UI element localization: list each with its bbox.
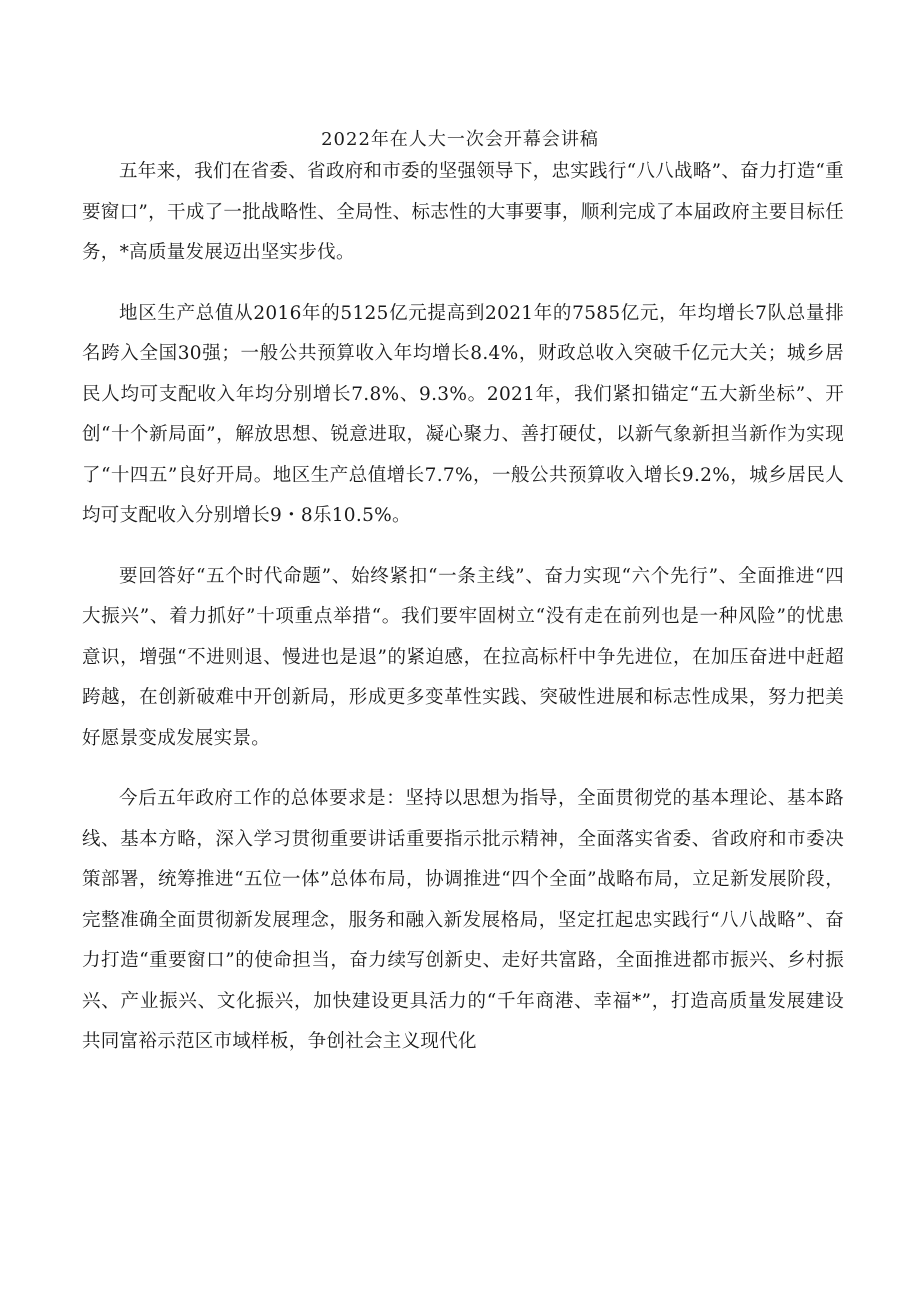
document-body [82, 152, 844, 1083]
paragraph-4: 今后五年政府工作的总体要求是：坚持以思想为指导，全面贯彻党的基本理论、基本路线、基本方略，深入学习贯彻重要讲话重要指示批示精神，全面落实省委、省政府和市委决策部署，统筹推进“五位一体”总体布局，协调推进“四个全面”战略布局，立足新发展阶段，完整准确全面贯彻新发展理念，服务和融入新发展格局，坚定扛起忠实践行“八八战略”、奋力打造“重要窗口”的使命担当，奋力续写创新史、走好共富路，全面推进都市振兴、乡村振兴、产业振兴、文化振兴，加快建设更具活力的“千年商港、幸福*”，打造高质量发展建设共同富裕示范区市域样板，争创社会主义现代化 [82, 788, 844, 1052]
document-title: 2022年在人大一次会开幕会讲稿 [321, 129, 599, 150]
paragraph-1: 五年来，我们在省委、省政府和市委的坚强领导下，忠实践行“八八战略”、奋力打造“重要窗口”，干成了一批战略性、全局性、标志性的大事要事，顺利完成了本届政府主要目标任务，*高质量发展迈出坚实步伐。 [82, 161, 844, 263]
paragraph-3: 要回答好“五个时代命题”、始终紧扣“一条主线”、奋力实现“六个先行”、全面推进“四大振兴”、着力抓好”十项重点举措“。我们要牢固树立“没有走在前列也是一种风险”的忧患意识，增强“不进则退、慢进也是退”的紧迫感，在拉高标杆中争先进位，在加压奋进中赶超跨越，在创新破难中开创新局，形成更多变革性实践、突破性进展和标志性成果，努力把美好愿景变成发展实景。 [82, 565, 844, 749]
paragraph-2: 地区生产总值从2016年的5125亿元提高到2021年的7585亿元，年均增长7队总量排名跨入全国30强；一般公共预算收入年均增长8.4%，财政总收入突破千亿元大关；城乡居民人均可支配收入年均分别增长7.8%、9.3%。2021年，我们紧扣锚定“五大新坐标”、开创“十个新局面”，解放思想、锐意进取，凝心聚力、善打硬仗，以新气象新担当新作为实现了“十四五”良好开局。地区生产总值增长7.7%，一般公共预算收入增长9.2%，城乡居民人均可支配收入分别增长9・8乐10.5%。 [82, 302, 844, 526]
